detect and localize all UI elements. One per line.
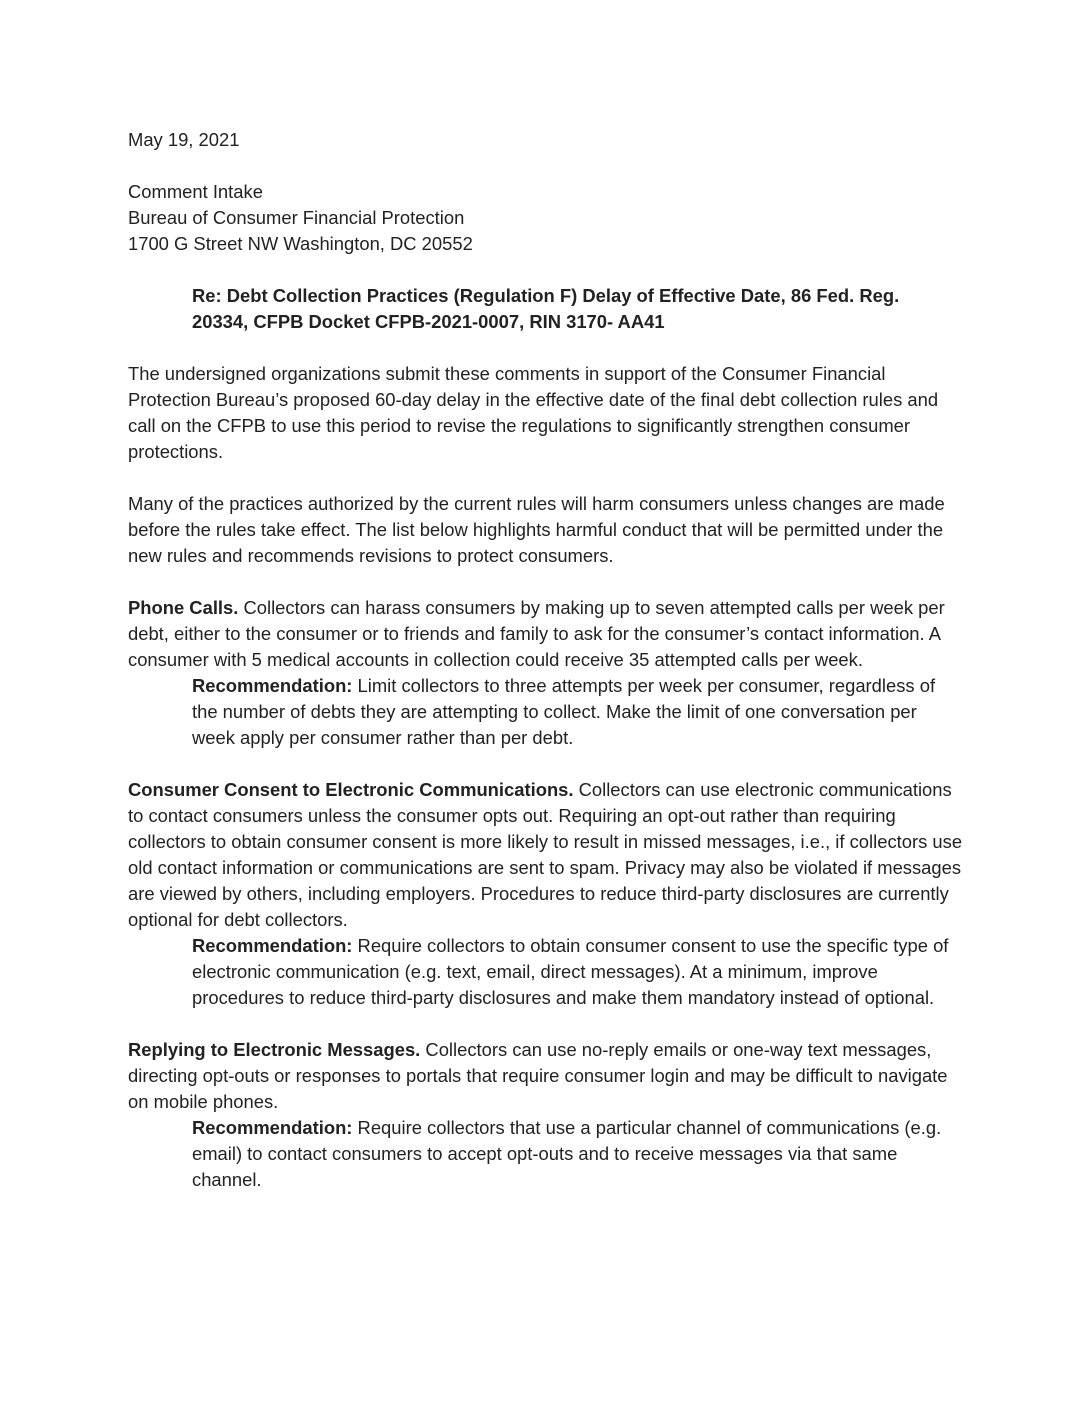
section-consumer-consent [128,777,963,1011]
recommendation-label: Recommendation: [192,675,353,696]
section-heading: Consumer Consent to Electronic Communications. [128,779,574,800]
recommendation-text: Require collectors that use a particular channel of communications (e.g. email) to contact consumers to accept opt-outs and to receive messages via that same channel. [192,1117,942,1190]
section-heading: Replying to Electronic Messages. [128,1039,421,1060]
recipient-address [128,179,963,257]
recommendation [192,1115,963,1193]
section-paragraph [128,777,963,933]
recommendation-text: Limit collectors to three attempts per week per consumer, regardless of the number of debts they are attempting to collect. Make the limit of one conversation per week apply per consumer rather than per debt. [192,675,936,748]
section-paragraph [128,595,963,673]
intro-paragraph-2: Many of the practices authorized by the current rules will harm consumers unless changes are made before the rules take effect. The list below highlights harmful conduct that will be permitted under the new rules and recommends revisions to protect consumers. [128,493,945,566]
section-replying-electronic-messages [128,1037,963,1193]
address-line-3: 1700 G Street NW Washington, DC 20552 [128,233,473,254]
recommendation-label: Recommendation: [192,935,353,956]
letter-date: May 19, 2021 [128,129,240,150]
subject-line-1: Re: Debt Collection Practices (Regulation F) Delay of Effective Date, 86 Fed. Reg. [192,285,900,306]
intro-paragraph-1: The undersigned organizations submit these comments in support of the Consumer Financial Protection Bureau’s proposed 60-day delay in the effective date of the final debt collection rules and call on the CFPB to use this period to revise the regulations to significantly strengthen consumer protections. [128,363,939,462]
recommendation-label: Recommendation: [192,1117,353,1138]
recommendation-text: Require collectors to obtain consumer consent to use the specific type of electronic communication (e.g. text, email, direct messages). At a minimum, improve procedures to reduce third-party disclosures and make them mandatory instead of optional. [192,935,949,1008]
section-text: Collectors can harass consumers by making up to seven attempted calls per week per debt, either to the consumer or to friends and family to ask for the consumer’s contact information. A consumer with 5 medical accounts in collection could receive 35 attempted calls per week. [128,597,945,670]
letter-body [128,127,963,1193]
section-paragraph [128,1037,963,1115]
address-line-1: Comment Intake [128,181,263,202]
section-text: Collectors can use electronic communications to contact consumers unless the consumer opts out. Requiring an opt-out rather than requiring collectors to obtain consumer consent is more likely to result in missed messages, i.e., if collectors use old contact information or communications are sent to spam. Privacy may also be violated if messages are viewed by others, including employers. Procedures to reduce third-party disclosures are currently optional for debt collectors. [128,779,963,930]
recommendation [192,933,963,1011]
section-text: Collectors can use no-reply emails or one-way text messages, directing opt-outs or responses to portals that require consumer login and may be difficult to navigate on mobile phones. [128,1039,948,1112]
section-heading: Phone Calls. [128,597,239,618]
recommendation [192,673,963,751]
subject-line [192,283,963,335]
subject-line-2: 20334, CFPB Docket CFPB-2021-0007, RIN 3170- AA41 [192,311,665,332]
section-phone-calls [128,595,963,751]
address-line-2: Bureau of Consumer Financial Protection [128,207,465,228]
